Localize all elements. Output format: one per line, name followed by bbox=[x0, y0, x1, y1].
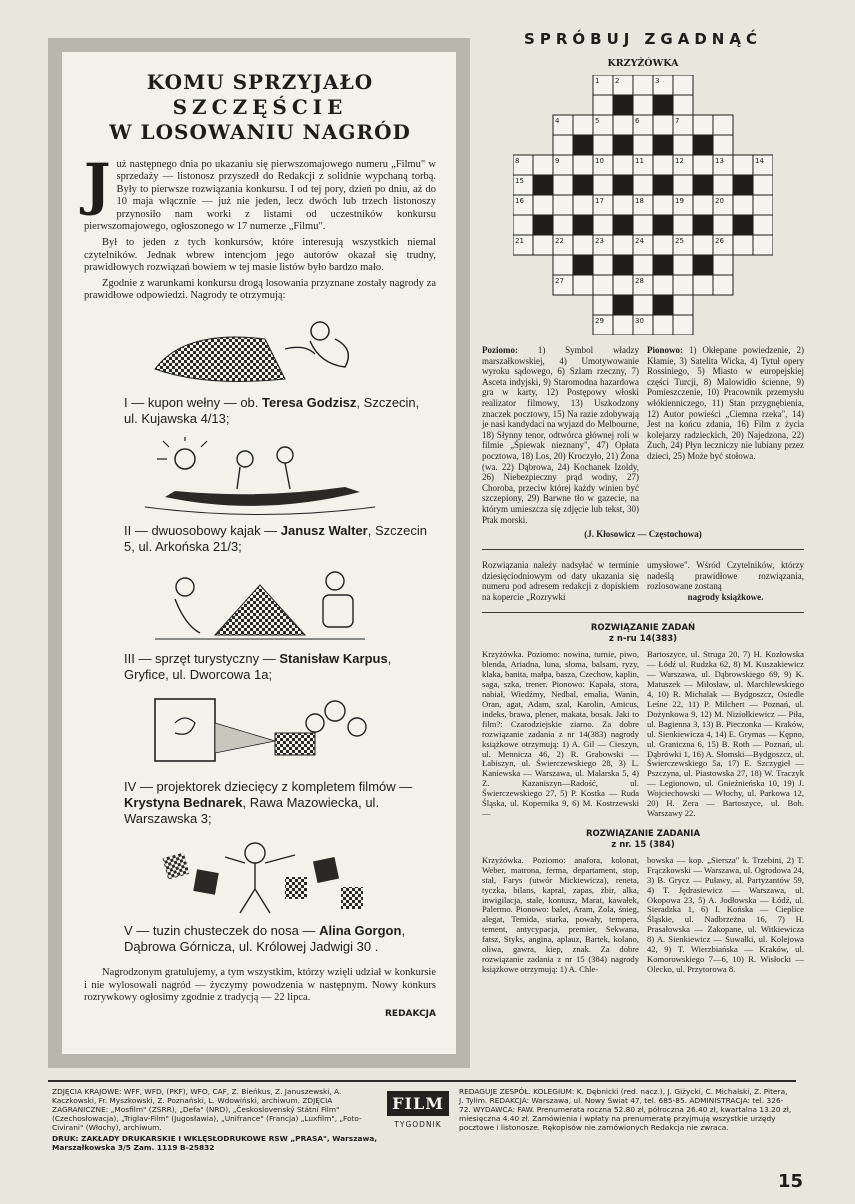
crossword-number: 7 bbox=[675, 117, 680, 125]
clues-left bbox=[482, 345, 639, 525]
prize-text bbox=[84, 651, 436, 683]
prize-item bbox=[84, 561, 436, 689]
crossword-number: 14 bbox=[755, 157, 764, 165]
crossword-black-cell bbox=[733, 215, 753, 235]
prize-item bbox=[84, 689, 436, 833]
winner-name: Janusz Walter bbox=[280, 523, 368, 539]
crossword-cell bbox=[753, 175, 773, 195]
crossword-black-cell bbox=[653, 295, 673, 315]
crossword-cell bbox=[553, 135, 573, 155]
crossword-black-cell bbox=[533, 175, 553, 195]
crossword-number: 5 bbox=[595, 117, 600, 125]
crossword-number: 6 bbox=[635, 117, 640, 125]
crossword-cell bbox=[693, 115, 713, 135]
notice-text: umysłowe". Wśród Czytelników, którzy nadeślą prawidłowe rozwiązania, rozlosowane zostaną bbox=[647, 560, 804, 592]
crossword-black-cell bbox=[573, 255, 593, 275]
crossword-number: 4 bbox=[555, 117, 560, 125]
crossword-cell bbox=[653, 115, 673, 135]
solution-text bbox=[482, 856, 804, 975]
crossword-cell bbox=[713, 255, 733, 275]
winner-name: Stanisław Karpus bbox=[279, 651, 388, 667]
crossword-cell bbox=[593, 275, 613, 295]
crossword-number: 21 bbox=[515, 237, 524, 245]
crossword-cell bbox=[693, 155, 713, 175]
prize-text bbox=[84, 395, 436, 427]
solution-left: Krzyżówka. Poziomo: nowina, turnie, piwo, blenda, Ariadna, luna, słoma, balsam, ryzy, klaka, banita, małpa, basza, Czechow, kaplin, saga, szka, trener. Pionowo: Kapała, stora, nabiał, Wiedźmy, Nedbal, emalia, Wanin, Oran, agat, Adam, szal, Karolin, Amicus, indeks, brawa, plener, makata, bosak. Jaki to film?: Czarodziejskie ziarno. Za dobre rozwiązanie zadania z nr 14(383) nagrody książkowe otrzymują: 1) A. Gil — Cieszyn, ul. Mennicza 46, 2) R. Grabowski — Łabiszyn, ul. Świerczewskiego 28, 3) L. Kaniewska — Warszawa, ul. Malarska 5, 4) Z. Kazaniszyn—Radość, ul. Świerczewskiego 27, 5) P. Kostka — Ruda Śląska, ul. Kopernika 9, 6) M. Kostrzewski — bbox=[482, 649, 639, 818]
crossword-title: KRZYŻÓWKA bbox=[607, 58, 679, 69]
crossword-cell bbox=[613, 155, 633, 175]
crossword-black-cell bbox=[693, 135, 713, 155]
crossword-cell bbox=[713, 175, 733, 195]
crossword-cell bbox=[653, 195, 673, 215]
crossword-cell bbox=[613, 195, 633, 215]
crossword-cell bbox=[713, 275, 733, 295]
prize-text bbox=[84, 779, 436, 827]
prize-text bbox=[84, 523, 436, 555]
crossword-cell bbox=[713, 115, 733, 135]
crossword-cell bbox=[573, 275, 593, 295]
editorial-info: REDAGUJE ZESPÓŁ. KOLEGIUM: K. Dębnicki (red. nacz.), J. Giżycki, C. Michalski, Z. Pitera, J. Tylim. REDAKCJA: Warszawa, ul. Nowy Świat 47, tel. 685-85. ADMINISTRACJA: tel. 326-72. WYDAWCA: FAW. Prenumerata roczna 52.80 zł, półroczna 26.40 zł, kwartalna 13.20 zł, miesięczna 4.40 zł. Zamówienia i wpłaty na prenumeratę przyjmują wszystkie urzędy pocztowe i listonosze. Rękopisów nie zamówionych Redakcja nie zwraca. bbox=[459, 1087, 792, 1132]
article-headline bbox=[84, 70, 436, 145]
prize-item bbox=[84, 833, 436, 961]
solution-right: bowska — kop. „Siersza" k. Trzebini, 2) T. Frączkowski — Warszawa, ul. Ogrodowa 24, 3) B. Grycz — Puławy, al. Partyzantów 59, 4) T. Jędrasiewicz — Warszawa, ul. Okopowa 23, 5) A. Jodłowska — Łódź, ul. Sieradzka 1, 6) I. Końska — Cieplice Śląskie, ul. Nadbrzeżna 16, 7) H. Prasałowska — Zakopane, ul. Witkiewicza 8) A. Sienkiewicz — Suwałki, ul. Kolejowa 42, 9) T. Wierzbiańska — Kraków, ul. Komorowskiego 7—6, 10) R. Wisłocki — Olecko, ul. Przytorowa 8. bbox=[647, 854, 804, 974]
crossword-cell bbox=[673, 255, 693, 275]
crossword-cell bbox=[633, 175, 653, 195]
crossword-cell bbox=[713, 135, 733, 155]
crossword-cell bbox=[733, 155, 753, 175]
article-intro bbox=[84, 152, 436, 233]
solution-block bbox=[482, 829, 804, 975]
crossword-number: 2 bbox=[615, 77, 620, 85]
credits-text: ZDJĘCIA KRAJOWE: WFF, WFD, (PKF), WFO, CAF, Z. Bieńkus, Z. Januszewski, A. Kaczkowski, Fr. Myszkowski, Z. Poznański, L. Wdowiński, archiwum. ZDJĘCIA ZAGRANICZNE: „Mosfilm" (ZSRR), „Defa" (NRD), „Československý Státní Film" (Czechosłowacja), „Triglav-Film" (Jugosławia), „Unifrance" (Francja) „Luxfilm", „Foto-Civirani" (Włochy), archiwum. bbox=[52, 1087, 362, 1132]
solution-subtitle: z n-ru 14(383) bbox=[608, 634, 678, 645]
crossword-cell bbox=[533, 195, 553, 215]
crossword-cell bbox=[753, 235, 773, 255]
crossword-number: 17 bbox=[595, 197, 604, 205]
drop-cap: J bbox=[84, 152, 111, 218]
crossword-cell bbox=[693, 235, 713, 255]
crossword-cell bbox=[573, 235, 593, 255]
crossword-cell bbox=[633, 295, 653, 315]
crossword-number: 24 bbox=[635, 237, 644, 245]
solution-text bbox=[482, 650, 804, 818]
crossword-number: 16 bbox=[515, 197, 524, 205]
crossword-cell bbox=[673, 275, 693, 295]
crossword-number: 9 bbox=[555, 157, 560, 165]
crossword-cell bbox=[653, 275, 673, 295]
crossword-black-cell bbox=[653, 215, 673, 235]
crossword-cell bbox=[733, 235, 753, 255]
crossword-black-cell bbox=[613, 135, 633, 155]
notice-left: Rozwiązania należy nadsyłać w terminie dziesięciodniowym od daty ukazania się numeru pod adresem redakcji z dopiskiem na kopercie „Rozrywki bbox=[482, 560, 639, 602]
intro-text: uż następnego dnia po ukazaniu się pierwszomajowego numeru „Filmu" w sprzedaży — listonosz przyszedł do Redakcji z solidnie wypchaną torbą. Były to pierwsze rozwiązania konkursu. I od tej pory, dzień po dniu, aż do 10 maja włącznie — już nie jeden, lecz dwóch lub trzech listonoszy przynosiło nam worki z listami od uczestników konkursu pierwszomajowego, ogłoszonego w 17 numerze „Filmu". bbox=[84, 159, 436, 233]
logo-subtitle: TYGODNIK bbox=[394, 1120, 442, 1129]
clues-right bbox=[647, 345, 804, 525]
prize-label: III — sprzęt turystyczny — bbox=[124, 651, 280, 667]
prize-label: II — dwuosobowy kajak — bbox=[124, 523, 281, 539]
crossword-number: 30 bbox=[635, 317, 644, 325]
crossword-black-cell bbox=[733, 175, 753, 195]
notice-prize: nagrody książkowe. bbox=[687, 591, 764, 602]
crossword-cell bbox=[593, 95, 613, 115]
crossword-cell bbox=[553, 215, 573, 235]
crossword-black-cell bbox=[573, 135, 593, 155]
crossword-black-cell bbox=[613, 215, 633, 235]
crossword-number: 28 bbox=[635, 277, 644, 285]
crossword-number: 13 bbox=[715, 157, 724, 165]
crossword-cell bbox=[673, 75, 693, 95]
crossword-cell bbox=[753, 195, 773, 215]
prize-item bbox=[84, 433, 436, 561]
submission-notice bbox=[482, 560, 804, 602]
crossword-cell bbox=[613, 315, 633, 335]
crossword-cell bbox=[533, 235, 553, 255]
crossword-cell bbox=[673, 295, 693, 315]
solution-right: Bartoszyce, ul. Struga 20, 7) H. Kozłowska — Łódź ul. Rudzka 62, 8) M. Kuszakiewicz — Warszawa, ul. Dąbrowskiego 69, 9) K. Matuszek — Miłosław, ul. Marchlewskiego 4, 10) R. Michalak — Bydgoszcz, Osiedle Leśne 22, 11) P. Milchert — Poznań, ul. Dożynkowa 9, 12) M. Niziołkiewicz — Piła, ul. Bagienna 3, 13) B. Pieczonka — Kraków, ul. Sienkiewicza 4, 14) E. Grymas — Kępno, ul. Graniczna 6, 15) B. Roth — Poznań, ul. Dąbrówki 1, 16) A. Słomski—Bydgoszcz, ul. Świerczewskiego 5a, 17) E. Szczygieł — Pszczyna, ul. Piastowska 27, 18) W. Traczyk — Legionowo, ul. Gnieźnieńska 10, 19) J. Wojciechowski — Włochy, ul. Parkowa 12, 20) H. Zera — Bartoszyce, ul. Boh. Warszawy 22. bbox=[647, 649, 804, 818]
crossword-number: 22 bbox=[555, 237, 564, 245]
prize-article bbox=[48, 38, 470, 1068]
across-label: Poziomo: bbox=[482, 345, 518, 355]
crossword-black-cell bbox=[613, 95, 633, 115]
crossword-number: 15 bbox=[515, 177, 524, 185]
crossword-cell bbox=[653, 315, 673, 335]
solution-subtitle: z nr. 15 (384) bbox=[611, 839, 675, 850]
down-label: Pionowo: bbox=[647, 345, 683, 355]
handkerchiefs-illustration bbox=[145, 837, 375, 919]
crossword-cell bbox=[593, 295, 613, 315]
crossword-cell bbox=[593, 135, 613, 155]
kayak-illustration bbox=[145, 437, 375, 519]
crossword-cell bbox=[753, 215, 773, 235]
crossword-number: 3 bbox=[655, 77, 660, 85]
crossword-number: 25 bbox=[675, 237, 684, 245]
crossword-cell bbox=[633, 215, 653, 235]
headline-line: W LOSOWANIU NAGRÓD bbox=[109, 120, 411, 144]
crossword-cell bbox=[693, 195, 713, 215]
crossword-cell bbox=[673, 215, 693, 235]
crossword-cell bbox=[673, 315, 693, 335]
page-number: 15 bbox=[777, 1171, 803, 1192]
projector-illustration bbox=[145, 693, 375, 775]
article-signature: REDAKCJA bbox=[384, 1008, 436, 1019]
headline-line: KOMU SPRZYJAŁO bbox=[146, 70, 374, 94]
crossword-number: 23 bbox=[595, 237, 604, 245]
crossword-black-cell bbox=[613, 255, 633, 275]
winner-address: , Gryfice, ul. Dworcowa 1a; bbox=[124, 651, 392, 683]
crossword-grid bbox=[513, 75, 773, 335]
crossword-number: 12 bbox=[675, 157, 684, 165]
crossword-cell bbox=[633, 135, 653, 155]
prize-item bbox=[84, 305, 436, 433]
crossword-cell bbox=[533, 155, 553, 175]
crossword-black-cell bbox=[653, 135, 673, 155]
crossword-black-cell bbox=[693, 215, 713, 235]
crossword-clues bbox=[482, 345, 804, 525]
headline-line: SZCZĘŚCIE bbox=[172, 95, 348, 119]
winner-address: , Szczecin 5, ul. Arkońska 21/3; bbox=[124, 523, 427, 555]
crossword-black-cell bbox=[653, 175, 673, 195]
crossword-cell bbox=[573, 155, 593, 175]
crossword-cell bbox=[553, 195, 573, 215]
crossword-number: 29 bbox=[595, 317, 604, 325]
crossword-cell bbox=[513, 215, 533, 235]
crossword-black-cell bbox=[653, 95, 673, 115]
article-closing: Nagrodzonym gratulujemy, a tym wszystkim, którzy wzięli udział w konkursie i nie wylosowali nagród — życzymy powodzenia w następnym. Nowy konkurs rozrywkowy ogłosimy zgodnie z tradycją — 22 lipca. bbox=[84, 967, 436, 1004]
crossword-number: 20 bbox=[715, 197, 724, 205]
crossword-number: 8 bbox=[515, 157, 520, 165]
puzzle-column bbox=[482, 30, 804, 975]
crossword-cell bbox=[653, 155, 673, 175]
crossword-cell bbox=[653, 235, 673, 255]
crossword-cell bbox=[613, 235, 633, 255]
crossword-cell bbox=[673, 175, 693, 195]
crossword-black-cell bbox=[573, 175, 593, 195]
divider bbox=[482, 612, 804, 613]
crossword-black-cell bbox=[693, 255, 713, 275]
printer-text: DRUK: ZAKŁADY DRUKARSKIE I WKLĘSŁODRUKOWE RSW „PRASA", Warszawa, Marszałkowska 3/5 Zam. 1119 B-25832 bbox=[52, 1134, 378, 1152]
crossword-cell bbox=[633, 255, 653, 275]
film-logo bbox=[383, 1082, 453, 1138]
crossword-cell bbox=[733, 195, 753, 215]
article-paragraph: Zgodnie z warunkami konkursu drogą losowania przyznane zostały nagrody za prawidłowe odpowiedzi. Nagrody te otrzymują: bbox=[84, 277, 436, 302]
crossword-number: 19 bbox=[675, 197, 684, 205]
camping-gear-illustration bbox=[145, 565, 375, 647]
crossword-cell bbox=[613, 275, 633, 295]
solution-block bbox=[482, 623, 804, 818]
crossword-black-cell bbox=[573, 215, 593, 235]
section-title: SPRÓBUJ ZGADNĄĆ bbox=[524, 30, 762, 48]
winner-name: Krystyna Bednarek bbox=[124, 795, 243, 811]
crossword-svg bbox=[513, 75, 773, 335]
crossword-cell bbox=[593, 215, 613, 235]
down-clues: 1) Okłepane powiedzenie, 2) Kłamie, 3) Satelita Wicka, 4) Tytuł opery Rossiniego, 5) Miasto w europejskiej części Turcji, 8) Malowidło ścienne, 9) Pomieszczenie, 10) Pracownik przemysłu włókienniczego, 11) Stan przygnębienia, 12) Autor powieści „Ciemna rzeka", 14) Jest na końcu zdania, 16) Film z życia kolejarzy radzieckich, 20) Najedzona, 22) Zuch, 24) Płyn leczniczy nie lubiany przez dzieci, 25) Może być stołowa. bbox=[647, 345, 804, 461]
winner-address: , Szczecin, ul. Kujawska 4/13; bbox=[124, 395, 420, 427]
prize-label: I — kupon wełny — ob. bbox=[124, 395, 263, 411]
crossword-black-cell bbox=[613, 295, 633, 315]
crossword-number: 26 bbox=[715, 237, 724, 245]
crossword-black-cell bbox=[613, 175, 633, 195]
crossword-number: 18 bbox=[635, 197, 644, 205]
crossword-cell bbox=[633, 95, 653, 115]
crossword-author: (J. Kłosowicz — Częstochowa) bbox=[584, 529, 702, 540]
photo-credits bbox=[48, 1082, 383, 1152]
crossword-cell bbox=[553, 175, 573, 195]
masthead-footer bbox=[48, 1080, 796, 1152]
crossword-black-cell bbox=[653, 255, 673, 275]
solution-title: ROZWIĄZANIE ZADAŃ bbox=[590, 623, 696, 634]
crossword-cell bbox=[573, 195, 593, 215]
crossword-black-cell bbox=[533, 215, 553, 235]
solution-title: ROZWIĄZANIE ZADANIA bbox=[585, 828, 701, 839]
crossword-cell bbox=[693, 275, 713, 295]
article-paragraph: Był to jeden z tych konkursów, które interesują wszystkich niemal czytelników. Jednak wbrew intencjom jego autorów okazał się trudny, prawidłowych rozwiązań bowiem w tej masie listów było bardzo mało. bbox=[84, 237, 436, 274]
winner-address: , Dąbrowa Górnicza, ul. Królowej Jadwigi 30 . bbox=[124, 923, 406, 955]
crossword-cell bbox=[593, 175, 613, 195]
logo-wordmark: FILM bbox=[387, 1091, 449, 1116]
across-clues: 1) Symbol władzy marszałkowskiej, 4) Umotywowanie wyroku sądowego, 6) Szlam rzeczny, 7) Asceta indyjski, 9) Staromodna hazardowa gra w karty, 12) Postępowy włoski realizator filmowy, 13) Uszkodzony znaczek pocztowy, 15) Na razie zdobywają je nasi kandydaci na wyjazd do Melbourne, 18) Słynny tenor, odtwórca głównej roli w filmie „Śpiewak nieznany", 47) Opłata pocztowa, 18) Los, 20) Kroczyło, 21) Żona (wa. 22) Dąbrowa, 24) Kochanek Izoldy, 26) Niebezpieczny prąd wodny, 27) Choroba, przeciw której każdy winien być szczepiony, 29) Barwne tło w gazecie, na którym umieszcza się zdjęcie lub tekst, 30) Ptak morski. bbox=[482, 345, 640, 525]
winner-name: Teresa Godzisz bbox=[262, 395, 357, 411]
crossword-number: 10 bbox=[595, 157, 604, 165]
winner-name: Alina Gorgon bbox=[319, 923, 402, 939]
notice-right bbox=[647, 560, 804, 602]
divider bbox=[482, 549, 804, 550]
prize-label: V — tuzin chusteczek do nosa — bbox=[124, 923, 320, 939]
wool-fabric-illustration bbox=[145, 309, 375, 391]
prize-label: IV — projektorek dziecięcy z kompletem filmów — bbox=[124, 779, 413, 795]
crossword-number: 27 bbox=[555, 277, 564, 285]
crossword-cell bbox=[633, 75, 653, 95]
prize-text bbox=[84, 923, 436, 955]
crossword-cell bbox=[593, 255, 613, 275]
crossword-cell bbox=[553, 255, 573, 275]
solution-left: Krzyżówka. Poziomo: anafora, kolonat, Weber, matrona, ferma, departament, stop, stał, Farys (utwór Mickiewicza), reneta, tyczka, bilans, kapral, zapas, żbir, alka, inwigilacja, stale, kontusz, Marat, kawałek, Palermo. Pionowo: balet, Aram, Zola, śnieg, alegat, Temida, starka, powały, tempera, tement, antycypacja, premier, Sekwana, fatsz, Styks, angina, aplauz, Bartek, kolano, oliwa, gawra, kiep, znak. Za dobre rozwiązanie zadania z nr 15 (384) nagrody książkowe otrzymują: 1) A. Chle- bbox=[482, 854, 639, 974]
crossword-cell bbox=[673, 95, 693, 115]
crossword-number: 1 bbox=[595, 77, 600, 85]
crossword-cell bbox=[573, 115, 593, 135]
crossword-black-cell bbox=[693, 175, 713, 195]
crossword-number: 11 bbox=[635, 157, 644, 165]
crossword-cell bbox=[613, 115, 633, 135]
crossword-cell bbox=[713, 215, 733, 235]
winner-address: , Rawa Mazowiecka, ul. Warszawska 3; bbox=[124, 795, 380, 827]
crossword-cell bbox=[673, 135, 693, 155]
